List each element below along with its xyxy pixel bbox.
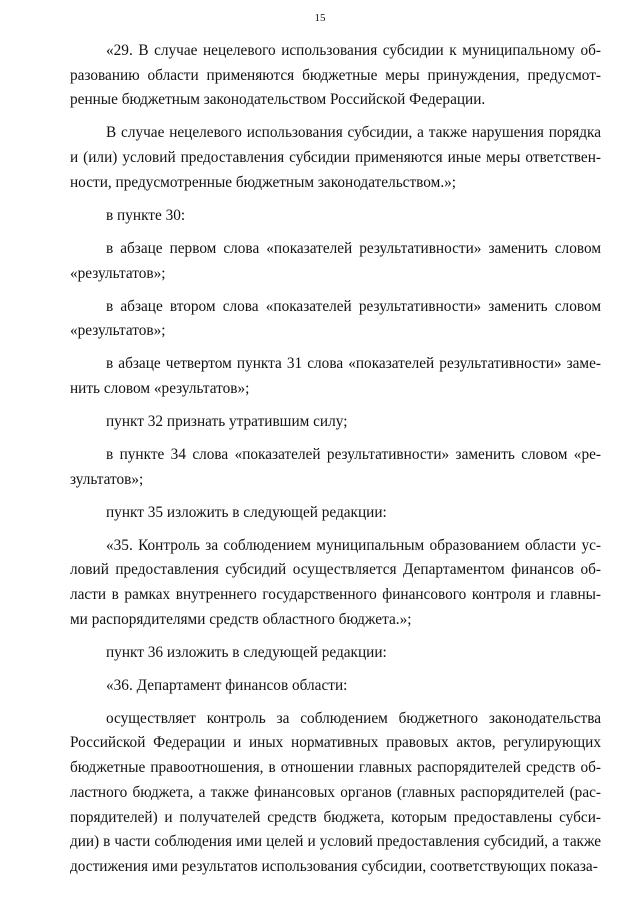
paragraph [70,674,601,699]
line-wrapper [70,146,601,171]
text-line: «35. Контроль за соблюдением муниципальным образованием области ус- [106,536,601,554]
text-line: ловий предоставления субсидий осуществляется Департаментом финансов об- [70,561,601,579]
paragraph [70,295,601,344]
line-wrapper [70,39,601,64]
line-wrapper [70,64,601,89]
line-wrapper [70,855,601,880]
line-wrapper [70,501,601,526]
text-line: пункт 36 изложить в следующей редакции: [106,643,387,661]
line-wrapper [70,583,601,608]
text-line: порядителей) и получателей средств бюджета, которым предоставлены субси- [70,808,601,826]
line-wrapper [70,88,601,113]
text-line: разованию области применяются бюджетные меры принуждения, предусмот- [70,66,601,84]
text-line: Российской Федерации и иных нормативных правовых актов, регулирующих [70,734,601,752]
line-wrapper [70,707,601,732]
text-line: зультатов»; [70,470,144,488]
text-line: и (или) условий предоставления субсидии применяются иные меры ответствен- [70,149,601,167]
text-line: осуществляет контроль за соблюдением бюджетного законодательства [106,709,601,727]
text-line: ласти в рамках внутреннего государственного финансового контроля и главны- [70,586,601,604]
text-line: в пункте 34 слова «показателей результативности» заменить словом «ре- [106,445,601,463]
paragraph [70,352,601,401]
text-line: В случае нецелевого использования субсидии, а также нарушения порядка [106,124,601,142]
line-wrapper [70,262,601,287]
text-line: пункт 32 признать утратившим силу; [106,412,348,430]
paragraph [70,534,601,633]
line-wrapper [70,295,601,320]
text-line: ности, предусмотренные бюджетным законодательством.»; [70,173,457,191]
paragraph [70,443,601,492]
line-wrapper [70,121,601,146]
line-wrapper [70,377,601,402]
document-body [70,39,601,880]
line-wrapper [70,830,601,855]
paragraph [70,707,601,880]
line-wrapper [70,410,601,435]
text-line: в абзаце втором слова «показателей результативности» заменить словом [106,297,601,315]
line-wrapper [70,171,601,196]
line-wrapper [70,558,601,583]
page-number: 15 [314,12,326,24]
line-wrapper [70,237,601,262]
text-line: в пункте 30: [106,206,186,224]
text-line: дии) в части соблюдения ими целей и условий предоставления субсидий, а также [70,833,601,851]
text-line: «результатов»; [70,264,166,282]
line-wrapper [70,608,601,633]
text-line: нить словом «результатов»; [70,379,250,397]
paragraph [70,410,601,435]
line-wrapper [70,674,601,699]
text-line: пункт 35 изложить в следующей редакции: [106,503,387,521]
text-line: бюджетные правоотношения, в отношении главных распорядителей средств об- [70,759,601,777]
line-wrapper [70,641,601,666]
paragraph [70,39,601,113]
paragraph [70,204,601,229]
text-line: в абзаце первом слова «показателей результативности» заменить словом [106,239,601,257]
paragraph [70,501,601,526]
paragraph [70,121,601,195]
text-line: ми распорядителями средств областного бюджета.»; [70,610,412,628]
text-line: ластного бюджета, а также финансовых органов (главных распорядителей (рас- [70,783,601,801]
paragraph [70,237,601,286]
line-wrapper [70,443,601,468]
text-line: «результатов»; [70,322,166,340]
line-wrapper [70,806,601,831]
line-wrapper [70,756,601,781]
line-wrapper [70,352,601,377]
line-wrapper [70,534,601,559]
text-line: «36. Департамент финансов области: [106,676,348,694]
line-wrapper [70,204,601,229]
line-wrapper [70,468,601,493]
text-line: «29. В случае нецелевого использования субсидии к муниципальному об- [106,42,601,59]
line-wrapper [70,319,601,344]
text-line: достижения ими результатов использования субсидии, соответствующих показа- [70,857,598,875]
line-wrapper [70,781,601,806]
line-wrapper [70,731,601,756]
paragraph [70,641,601,666]
text-line: в абзаце четвертом пункта 31 слова «показателей результативности» заме- [106,355,601,373]
text-line: ренные бюджетным законодательством Российской Федерации. [70,91,486,109]
